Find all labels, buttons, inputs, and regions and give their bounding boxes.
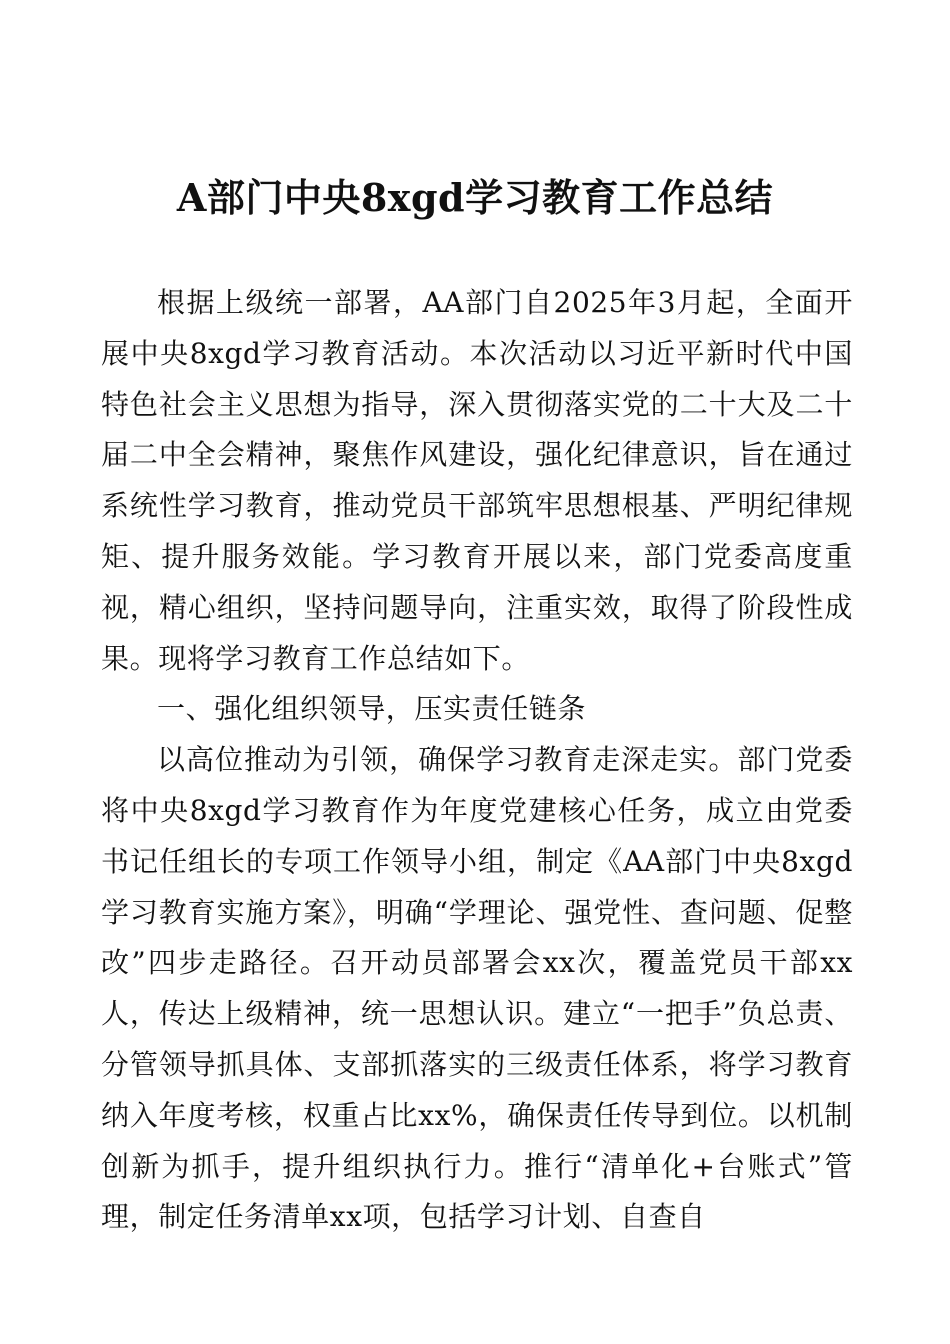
- paragraph-intro: 根据上级统一部署，AA部门自2025年3月起，全面开展中央8xgd学习教育活动。本次活动以习近平新时代中国特色社会主义思想为指导，深入贯彻落实党的二十大及二十届二中全会精神，聚焦作风建设，强化纪律意识，旨在通过系统性学习教育，推动党员干部筑牢思想根基、严明纪律规矩、提升服务效能。学习教育开展以来，部门党委高度重视，精心组织，坚持问题导向，注重实效，取得了阶段性成果。现将学习教育工作总结如下。: [101, 286, 853, 675]
- paragraph-section-1: 以高位推动为引领，确保学习教育走深走实。部门党委将中央8xgd学习教育作为年度党建核心任务，成立由党委书记任组长的专项工作领导小组，制定《AA部门中央8xgd学习教育实施方案》，明确“学理论、强党性、查问题、促整改”四步走路径。召开动员部署会xx次，覆盖党员干部xx人，传达上级精神，统一思想认识。建立“一把手”负总责、分管领导抓具体、支部抓落实的三级责任体系，将学习教育纳入年度考核，权重占比xx%，确保责任传导到位。以机制创新为抓手，提升组织执行力。推行“清单化+台账式”管理，制定任务清单xx项，包括学习计划、自查自: [101, 743, 853, 1234]
- document-title: A部门中央8xgd学习教育工作总结: [176, 175, 774, 220]
- section-heading-1: 一、强化组织领导，压实责任链条: [157, 692, 587, 726]
- document-body: [101, 278, 853, 1243]
